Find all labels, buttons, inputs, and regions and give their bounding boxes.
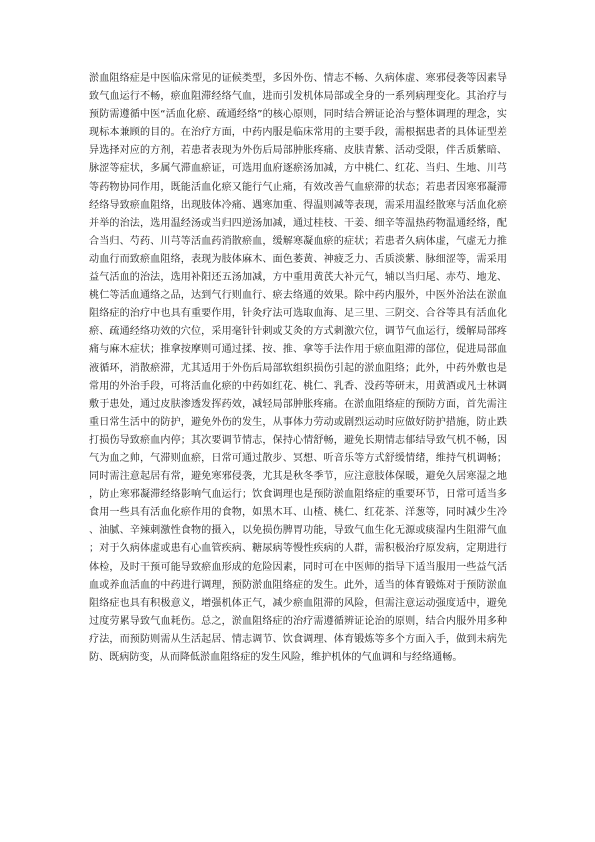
body-paragraph: 淤血阻络症是中医临床常见的证候类型，多因外伤、情志不畅、久病体虚、寒邪侵袭等因素导致气血运行不畅，瘀血阻滞经络气血，进而引发机体局部或全身的一系列病理变化。其治疗与预防需遵循中医“活血化瘀、疏通经络”的核心原则，同时结合辨证论治与整体调理的理念，实现标本兼顾的目的。在治疗方面，中药内服是临床常用的主要手段，需根据患者的具体证型差异选择对应的方剂，若患者表现为外伤后局部肿胀疼痛、皮肤青紫、活动受限，伴舌质紫暗、脉涩等症状，多属气滞血瘀证，可选用血府逐瘀汤加减，方中桃仁、红花、当归、生地、川芎等药物协同作用，既能活血化瘀又能行气止痛，有效改善气血瘀滞的状态；若患者因寒邪凝滞经络导致瘀血阻络，出现肢体冷痛、遇寒加重、得温则减等表现，需采用温经散寒与活血化瘀并举的治法，选用温经汤或当归四逆汤加减，通过桂枝、干姜、细辛等温热药物温通经络，配合当归、芍药、川芎等活血药消散瘀血，缓解寒凝血瘀的症状；若患者久病体虚，气虚无力推动血行而致瘀血阻络，表现为肢体麻木、面色萎黄、神疲乏力、舌质淡紫、脉细涩等，需采用益气活血的治法，选用补阳还五汤加减，方中重用黄芪大补元气，辅以当归尾、赤芍、地龙、桃仁等活血通络之品，达到气行则血行、瘀去络通的效果。除中药内服外，中医外治法在淤血阻络症的治疗中也具有重要作用，针灸疗法可选取血海、足三里、三阴交、合谷等具有活血化瘀、疏通经络功效的穴位，采用毫针针刺或艾灸的方式刺激穴位，调节气血运行，缓解局部疼痛与麻木症状；推拿按摩则可通过揉、按、推、拿等手法作用于瘀血阻滞的部位，促进局部血液循环，消散瘀滞，尤其适用于外伤后局部软组织损伤引起的淤血阻络；此外，中药外敷也是常用的外治手段，可将活血化瘀的中药如红花、桃仁、乳香、没药等研末，用黄酒或凡士林调敷于患处，通过皮肤渗透发挥药效，减轻局部肿胀疼痛。在淤血阻络症的预防方面，首先需注重日常生活中的防护，避免外伤的发生，从事体力劳动或剧烈运动时应做好防护措施，防止跌打损伤导致瘀血内停；其次要调节情志，保持心情舒畅，避免长期情志郁结导致气机不畅，因气为血之帅，气滞则血瘀，日常可通过散步、冥想、听音乐等方式舒缓情绪，维持气机调畅；同时需注意起居有常，避免寒邪侵袭，尤其是秋冬季节，应注意肢体保暖，避免久居寒湿之地，防止寒邪凝滞经络影响气血运行；饮食调理也是预防淤血阻络症的重要环节，日常可适当多食用一些具有活血化瘀作用的食物，如黑木耳、山楂、桃仁、红花茶、洋葱等，同时减少生冷、油腻、辛辣刺激性食物的摄入，以免损伤脾胃功能，导致气血生化无源或痰湿内生阻滞气血；对于久病体虚或患有心血管疾病、糖尿病等慢性疾病的人群，需积极治疗原发病，定期进行体检，及时干预可能导致瘀血形成的危险因素，同时可在中医师的指导下适当服用一些益气活血或养血活血的中药进行调理，预防淤血阻络症的发生。此外，适当的体育锻炼对于预防淤血阻络症也具有积极意义，增强机体正气，减少瘀血阻滞的风险，但需注意运动强度适中，避免过度劳累导致气血耗伤。总之，淤血阻络症的治疗需遵循辨证论治的原则，结合内服外用多种疗法，而预防则需从生活起居、情志调节、饮食调理、体育锻炼等多个方面入手，做到未病先防、既病防变，从而降低淤血阻络症的发生风险，维护机体的气血调和与经络通畅。 [89,73,507,663]
